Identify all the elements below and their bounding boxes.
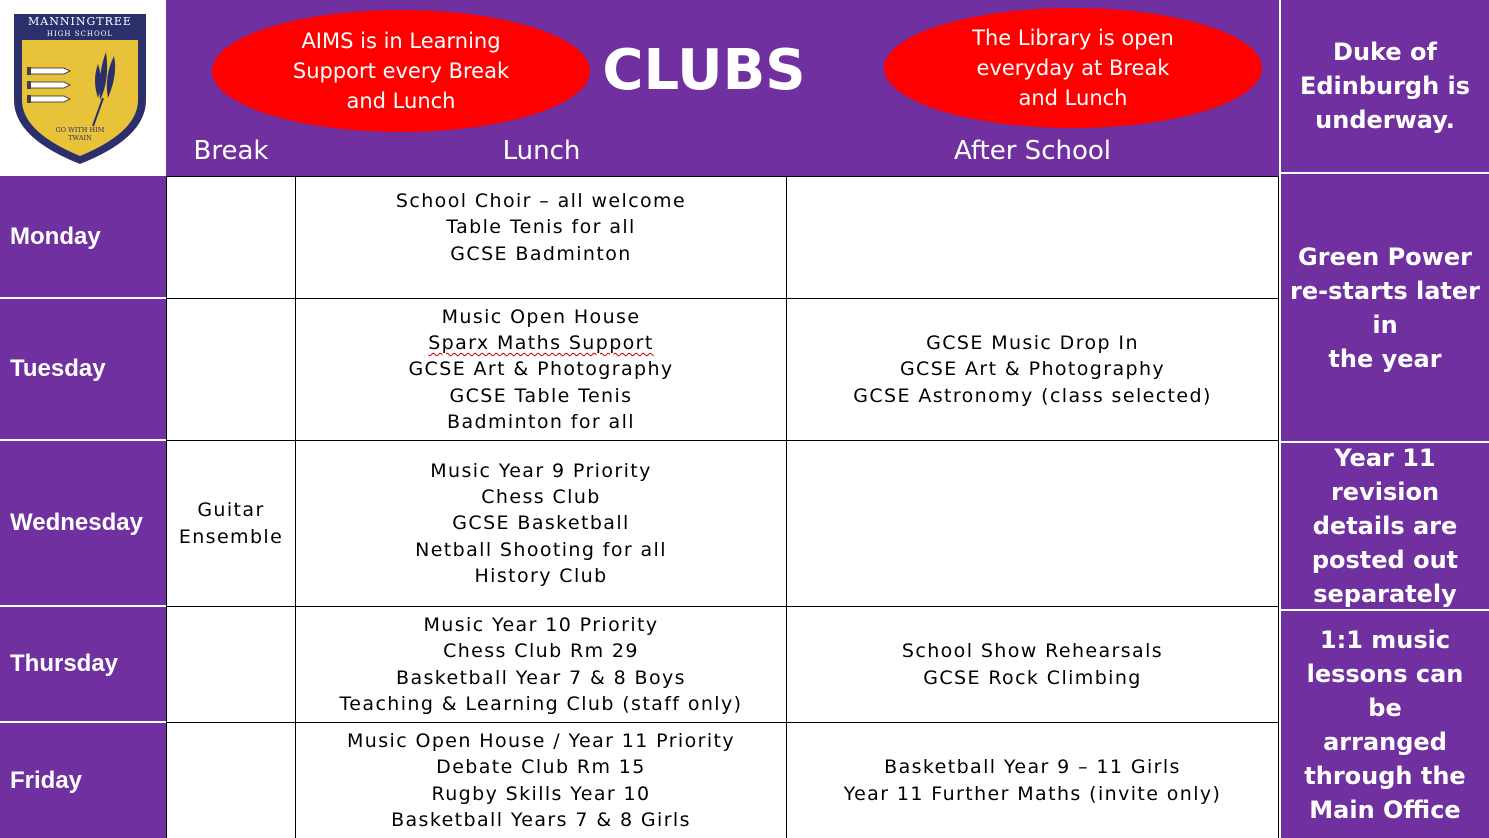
notice-aims-oval — [212, 10, 590, 132]
cell-wednesday-after — [787, 441, 1279, 607]
cell-friday-after — [787, 723, 1279, 838]
club-item: GCSE Art & Photography — [899, 358, 1166, 381]
cell-wednesday-break — [166, 441, 296, 607]
cell-monday-after — [787, 176, 1279, 299]
side-note-year-11-revision — [1279, 441, 1489, 609]
club-item: GCSE Music Drop In — [926, 332, 1139, 355]
logo-motto-2: TWAIN — [68, 134, 92, 142]
column-header-lunch: Lunch — [502, 136, 581, 166]
club-item: Sparx Maths Support — [428, 332, 654, 355]
cell-thursday-lunch — [296, 607, 787, 723]
side-note-text: Green Power re-starts later in the year — [1290, 242, 1480, 373]
cell-thursday-after — [787, 607, 1279, 723]
club-item: Table Tenis for all — [446, 216, 636, 239]
club-item: GCSE Art & Photography — [408, 358, 674, 381]
club-item: Rugby Skills Year 10 — [431, 782, 651, 805]
day-label-thursday: Thursday — [0, 607, 166, 723]
club-item: Chess Club — [481, 486, 601, 509]
cell-tuesday-lunch — [296, 299, 787, 441]
logo-school-sub: HIGH SCHOOL — [46, 30, 114, 38]
side-note-duke-of-edinburgh — [1279, 0, 1489, 172]
notice-library-oval — [884, 8, 1262, 128]
notice-aims-text: AIMS is in Learning Support every Break and Lunch — [292, 29, 510, 113]
club-item: Basketball Year 7 & 8 Boys — [396, 666, 686, 689]
logo-school-name: MANNINGTREE — [28, 15, 132, 28]
club-item: Ensemble — [178, 525, 284, 548]
day-label-friday: Friday — [0, 723, 166, 838]
column-header-break: Break — [193, 136, 269, 166]
club-item: School Choir – all welcome — [395, 190, 687, 213]
club-item: Music Open House / Year 11 Priority — [346, 729, 735, 752]
club-item: Music Open House — [441, 305, 641, 328]
cell-monday-break — [166, 176, 296, 299]
side-note-text: 1:1 music lessons can be arranged through the Main Office — [1304, 625, 1466, 824]
side-note-text: Duke of Edinburgh is underway. — [1299, 38, 1471, 134]
page-title: CLUBS — [602, 38, 806, 103]
day-label-tuesday: Tuesday — [0, 299, 166, 441]
club-item: GCSE Rock Climbing — [923, 666, 1142, 689]
club-item: Badminton for all — [447, 410, 635, 433]
logo-area — [0, 0, 166, 176]
club-item: Chess Club Rm 29 — [443, 640, 639, 663]
cell-friday-lunch — [296, 723, 787, 838]
side-note-music-lessons — [1279, 609, 1489, 838]
side-note-green-power — [1279, 172, 1489, 441]
day-label-monday: Monday — [0, 176, 166, 299]
cell-tuesday-break — [166, 299, 296, 441]
cell-tuesday-after — [787, 299, 1279, 441]
club-item: GCSE Basketball — [452, 512, 630, 535]
cell-thursday-break — [166, 607, 296, 723]
club-item: Music Year 9 Priority — [430, 459, 652, 482]
school-crest-logo — [10, 8, 150, 168]
club-item: History Club — [474, 564, 608, 587]
club-item: Music Year 10 Priority — [423, 613, 659, 636]
club-item: Teaching & Learning Club (staff only) — [339, 692, 743, 715]
cell-friday-break — [166, 723, 296, 838]
club-item: Netball Shooting for all — [415, 538, 667, 561]
cell-wednesday-lunch — [296, 441, 787, 607]
club-item: Debate Club Rm 15 — [436, 756, 646, 779]
notice-library-text: The Library is open everyday at Break and Lunch — [972, 26, 1174, 110]
column-header-after-school: After School — [953, 136, 1111, 166]
club-item: GCSE Table Tenis — [449, 384, 633, 407]
club-item: GCSE Astronomy (class selected) — [853, 384, 1212, 407]
club-item: Year 11 Further Maths (invite only) — [843, 782, 1222, 805]
club-item: Basketball Years 7 & 8 Girls — [391, 808, 691, 831]
cell-monday-lunch — [296, 176, 787, 299]
side-note-text: Year 11 revision details are posted out separately — [1311, 444, 1459, 608]
club-item: School Show Rehearsals — [901, 640, 1164, 663]
logo-motto-1: GO WITH HIM — [55, 126, 105, 134]
club-item: Guitar — [197, 499, 265, 522]
day-label-wednesday: Wednesday — [0, 441, 166, 607]
club-item: Basketball Year 9 – 11 Girls — [884, 756, 1181, 779]
club-item: GCSE Badminton — [450, 242, 632, 265]
